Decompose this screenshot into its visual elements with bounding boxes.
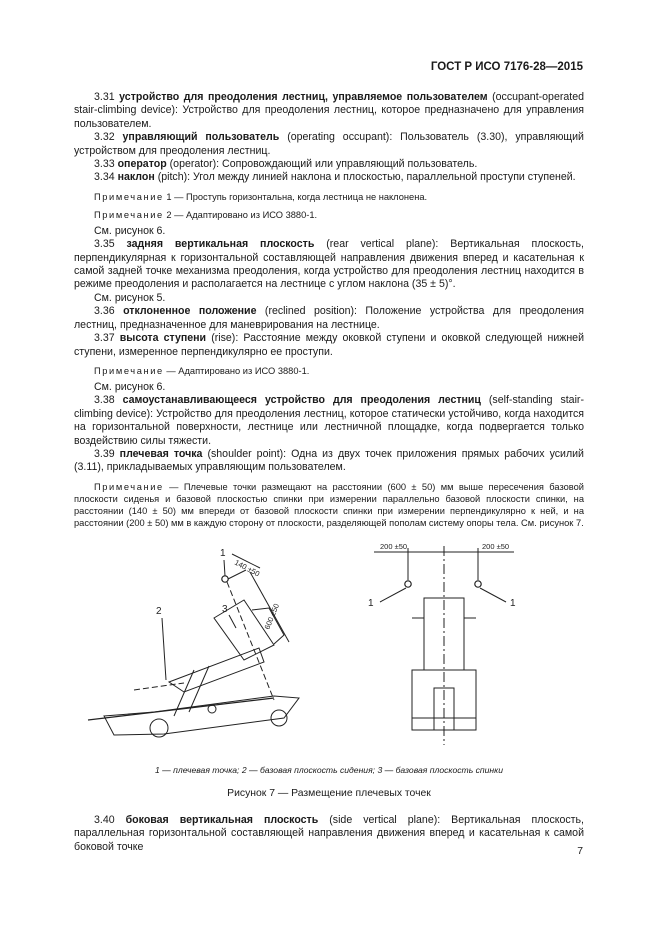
document-header: ГОСТ Р ИСО 7176-28—2015 (430, 61, 583, 73)
leader-1-left (224, 560, 225, 576)
document-body (74, 91, 584, 529)
leader-1-right-b (480, 588, 506, 602)
dim-200-ext (408, 548, 478, 580)
ground-line (88, 698, 274, 720)
see-figure-6-a: См. рисунок 6. (94, 224, 166, 237)
dim-140-ext (226, 570, 246, 580)
label-1-left: 1 (220, 548, 226, 559)
see-figure-6-b: См. рисунок 6. (94, 380, 166, 393)
term-3-39: 3.39 плечевая точка (shoulder point): Одна из двух точек приложения прямых рабочих усилий (3.11), прикладываемых управляющим пользователем. (74, 447, 584, 474)
term-3-32: 3.32 управляющий пользователь (operating occupant): Пользователь (3.30), управляющий устройством для преодоления лестниц. (74, 131, 584, 157)
term-3-33: 3.33 оператор (operator): Сопровождающий или управляющий пользователь. (94, 158, 478, 171)
term-3-40: 3.40 боковая вертикальная плоскость (side vertical plane): Вертикальная плоскость, параллельная горизонтальной составляющей направления движения вперед и касательная к самой боковой точке (74, 814, 584, 853)
term-3-34: 3.34 наклон (pitch): Угол между линией наклона и плоскостью, параллельной проступи ступеней. (94, 171, 576, 184)
note-3-39: Примечание — Плечевые точки размещают на расстоянии (600 ± 50) мм выше пересечения базовой плоскости сиденья и базовой плоскостью спинки при измерении параллельно базовой плоскости спинки, на расстоянии (140 ± 50) мм впереди от базовой плоскости спинки при измерении перпендикулярно к ней, и на расстоянии (200 ± 50) мм в каждую сторону от плоскости, разделяющей пополам систему опоры тела. См. рисунок 7. (74, 481, 584, 528)
dim-label-600: 600 ±50 (262, 602, 281, 631)
dim-label-200-left: 200 ±50 (380, 542, 408, 551)
figure-7 (74, 540, 584, 750)
term-3-38: 3.38 самоустанавливающееся устройство для преодоления лестниц (self-standing stair-climbing device): Устройство для преодоления лестниц, которое статически устойчиво, когда находится на горизонтальной поверхности, лестнице или лестничной площадке, когда подвергается только воздействию силы тяжести. (74, 394, 584, 447)
back-plane-line (227, 582, 274, 700)
term-3-35: 3.35 задняя вертикальная плоскость (rear vertical plane): Вертикальная плоскость, перпендикулярная к горизонтальной составляющей направления движения вперед и касательная к самой задней точке механизма преодоления, когда устройство для преодоления лестниц находится в режиме преодоления и располагается на лестнице с углом наклона (35 ± 5)°. (74, 238, 584, 291)
dim-label-200-right: 200 ±50 (482, 542, 510, 551)
shoulder-point-right-b (475, 581, 481, 587)
figure-7-drawing (74, 540, 584, 750)
term-3-40-wrapper (74, 814, 584, 854)
label-1-right-b: 1 (510, 598, 516, 609)
note-3-34-1: Примечание 1 — Проступь горизонтальна, когда лестница не наклонена. (94, 191, 428, 202)
leader-1-right-a (380, 588, 406, 602)
page-number: 7 (577, 846, 583, 857)
shoulder-point-left (222, 576, 228, 582)
shoulder-point-right-a (405, 581, 411, 587)
seat (169, 648, 264, 692)
label-2: 2 (156, 606, 162, 617)
note-3-34-2: Примечание 2 — Адаптировано из ИСО 3880-1. (94, 209, 318, 220)
term-3-37: 3.37 высота ступени (rise): Расстояние между оковкой ступени и оковкой следующей нижней ступени, измеренное перпендикулярно ее проступи. (74, 332, 584, 358)
term-3-36: 3.36 отклоненное положение (reclined position): Положение устройства для преодоления лестниц, предназначенное для маневрирования на лестнице. (74, 305, 585, 331)
leader-3 (229, 615, 236, 628)
dim-label-140: 140 ±50 (233, 557, 262, 579)
label-1-right-a: 1 (368, 598, 374, 609)
label-3: 3 (222, 604, 228, 615)
leader-2 (162, 618, 166, 680)
figure-title: Рисунок 7 — Размещение плечевых точек (227, 788, 431, 799)
mid-wheel (208, 705, 216, 713)
device-base (104, 696, 299, 735)
see-figure-5: См. рисунок 5. (94, 291, 166, 304)
dim-600 (250, 572, 289, 642)
term-3-31: 3.31 устройство для преодоления лестниц, управляемое пользователем (occupant-operated stair-climbing device): Устройство для преодоления лестниц, которое предназначено для управления пользователем. (74, 91, 584, 130)
figure-legend: 1 — плечевая точка; 2 — базовая плоскость сидения; 3 — базовая плоскость спинки (155, 765, 503, 775)
note-3-37: Примечание — Адаптировано из ИСО 3880-1. (94, 365, 310, 376)
